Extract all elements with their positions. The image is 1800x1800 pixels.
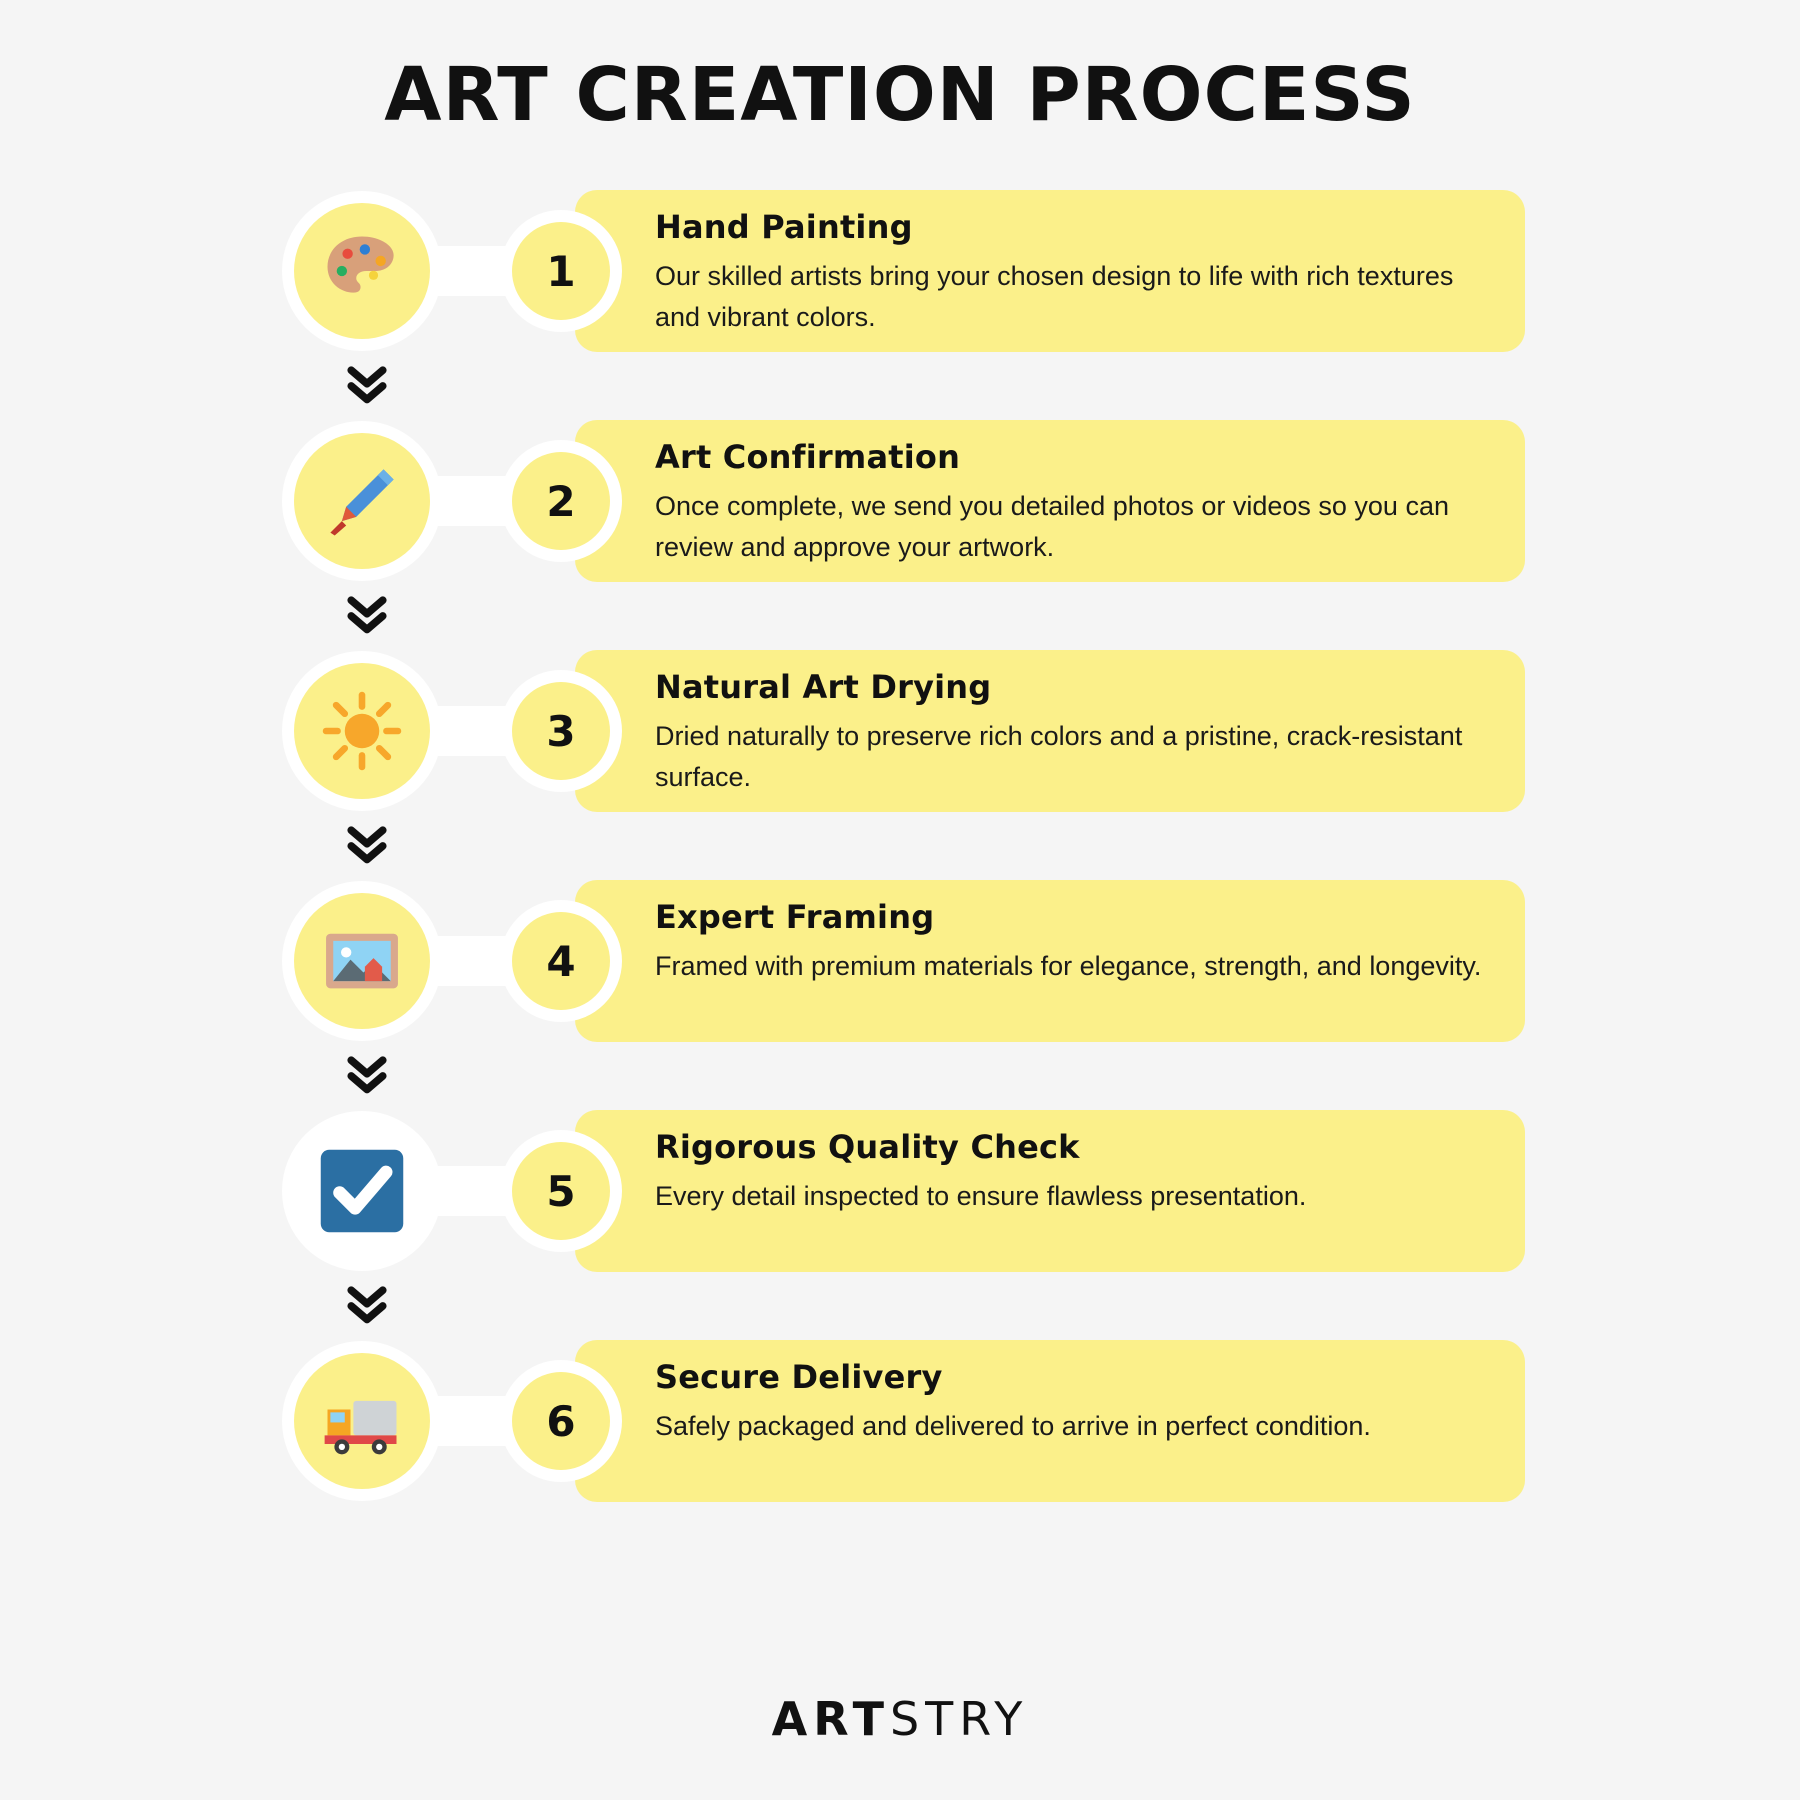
step-number-badge bbox=[500, 440, 622, 562]
step-number-badge bbox=[500, 1360, 622, 1482]
check-mark-icon bbox=[294, 1123, 430, 1259]
process-step-4[interactable] bbox=[0, 880, 1800, 1042]
step-arrow-5 bbox=[0, 1272, 1800, 1340]
step-description: Dried naturally to preserve rich colors and a pristine, crack-resistant surface. bbox=[655, 721, 1463, 792]
step-number: 2 bbox=[512, 452, 610, 550]
step-description: Our skilled artists bring your chosen design to life with rich textures and vibrant colors. bbox=[655, 261, 1454, 332]
step-card bbox=[575, 1340, 1525, 1502]
step-icon-badge bbox=[282, 881, 442, 1041]
step-description: Safely packaged and delivered to arrive in perfect condition. bbox=[655, 1411, 1371, 1441]
brand-name-bold: ART bbox=[771, 1692, 890, 1746]
step-description: Framed with premium materials for elegance, strength, and longevity. bbox=[655, 951, 1482, 981]
step-arrow-4 bbox=[0, 1042, 1800, 1110]
double-chevron-down-icon bbox=[340, 359, 394, 413]
step-title: Expert Framing bbox=[655, 898, 935, 936]
step-number-badge bbox=[500, 900, 622, 1022]
framed-picture-icon bbox=[294, 893, 430, 1029]
step-arrow-2 bbox=[0, 582, 1800, 650]
step-description: Every detail inspected to ensure flawless presentation. bbox=[655, 1181, 1307, 1211]
brand-logo bbox=[0, 1692, 1800, 1746]
double-chevron-down-icon bbox=[340, 1049, 394, 1103]
step-icon-badge bbox=[282, 1341, 442, 1501]
step-title: Secure Delivery bbox=[655, 1358, 943, 1396]
step-card bbox=[575, 420, 1525, 582]
step-icon-badge bbox=[282, 651, 442, 811]
step-icon-badge bbox=[282, 421, 442, 581]
step-arrow-3 bbox=[0, 812, 1800, 880]
step-card bbox=[575, 650, 1525, 812]
step-icon-badge bbox=[282, 191, 442, 351]
step-number: 3 bbox=[512, 682, 610, 780]
step-number-badge bbox=[500, 670, 622, 792]
step-description: Once complete, we send you detailed photos or videos so you can review and approve your artwork. bbox=[655, 491, 1449, 562]
step-card bbox=[575, 880, 1525, 1042]
step-number-badge bbox=[500, 210, 622, 332]
step-number: 6 bbox=[512, 1372, 610, 1470]
step-title: Rigorous Quality Check bbox=[655, 1128, 1080, 1166]
double-chevron-down-icon bbox=[340, 819, 394, 873]
double-chevron-down-icon bbox=[340, 1279, 394, 1333]
step-number-badge bbox=[500, 1130, 622, 1252]
step-title: Natural Art Drying bbox=[655, 668, 992, 706]
delivery-truck-icon bbox=[294, 1353, 430, 1489]
process-step-3[interactable] bbox=[0, 650, 1800, 812]
process-step-6[interactable] bbox=[0, 1340, 1800, 1502]
page-title: ART CREATION PROCESS bbox=[384, 52, 1416, 138]
step-icon-badge bbox=[282, 1111, 442, 1271]
sun-icon bbox=[294, 663, 430, 799]
palette-icon bbox=[294, 203, 430, 339]
step-card bbox=[575, 1110, 1525, 1272]
step-number: 5 bbox=[512, 1142, 610, 1240]
process-step-1[interactable] bbox=[0, 190, 1800, 352]
step-title: Hand Painting bbox=[655, 208, 913, 246]
step-number: 4 bbox=[512, 912, 610, 1010]
double-chevron-down-icon bbox=[340, 589, 394, 643]
process-step-2[interactable] bbox=[0, 420, 1800, 582]
process-step-5[interactable] bbox=[0, 1110, 1800, 1272]
step-arrow-1 bbox=[0, 352, 1800, 420]
process-steps-list bbox=[0, 190, 1800, 1502]
step-title: Art Confirmation bbox=[655, 438, 961, 476]
step-card bbox=[575, 190, 1525, 352]
paintbrush-icon bbox=[294, 433, 430, 569]
step-number: 1 bbox=[512, 222, 610, 320]
brand-name-light: STRY bbox=[889, 1692, 1029, 1746]
